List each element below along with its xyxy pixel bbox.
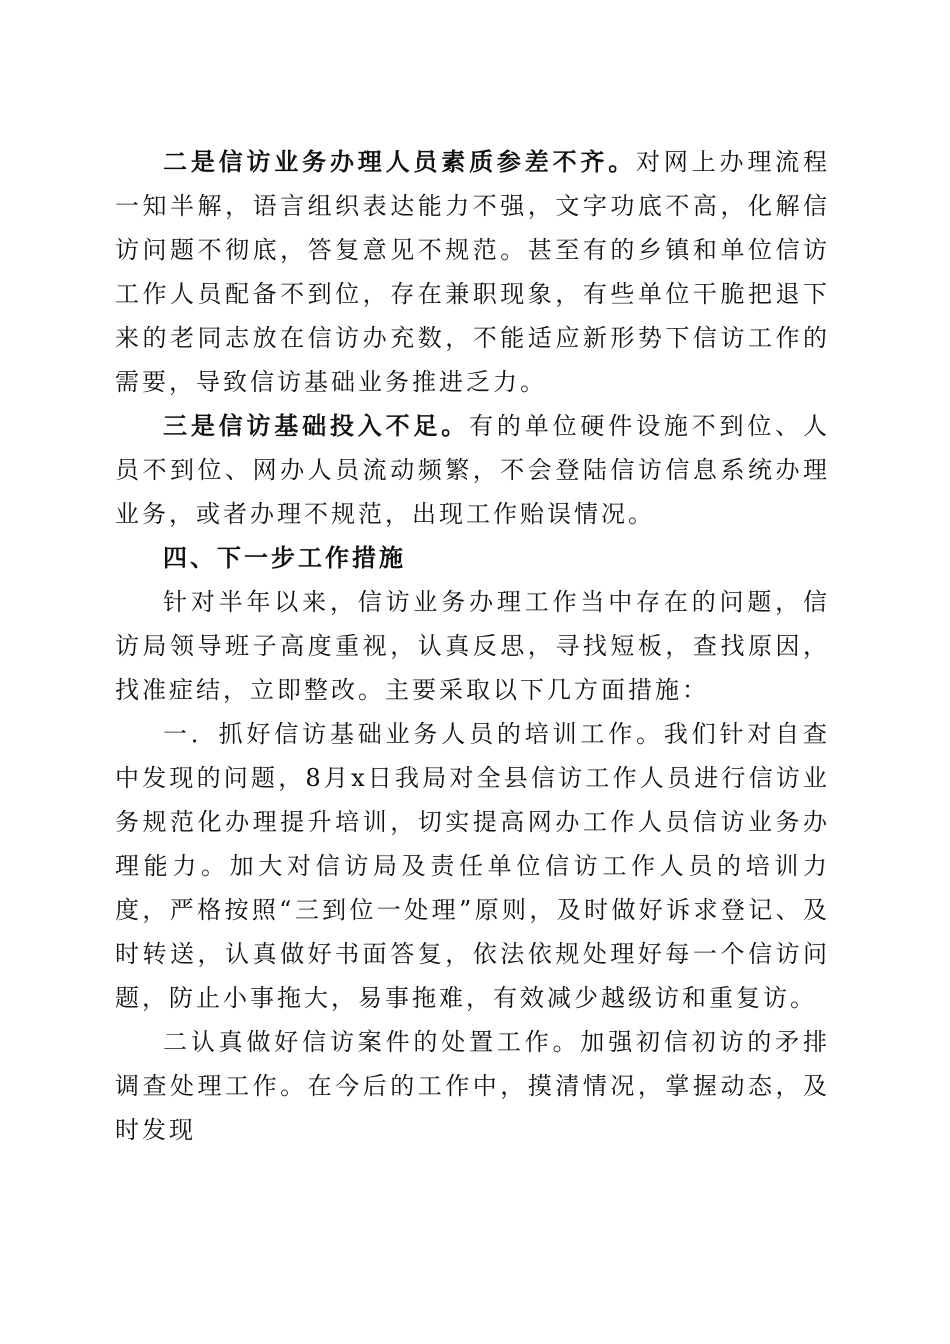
paragraph-text: 有的单位硬件设施不到位、人员不到位、网办人员流动频繁，不会登陆信访信息系统办理业务，或者办理不规范，出现工作贻误情况。 (115, 412, 831, 528)
paragraph-investment (115, 404, 830, 536)
paragraph-lead: 三是信访基础投入不足。 (163, 412, 470, 440)
paragraph-intro: 针对半年以来，信访业务办理工作当中存在的问题，信访局领导班子高度重视，认真反思，寻找短板，查找原因，找准症结，立即整改。主要采取以下几方面措施： (115, 588, 830, 704)
paragraph-case-handling: 二认真做好信访案件的处置工作。加强初信初访的矛排调查处理工作。在今后的工作中，摸清情况，掌握动态，及时发现 (115, 1028, 830, 1144)
paragraph-text: 对网上办理流程一知半解，语言组织表达能力不强，文字功底不高，化解信访问题不彻底，答复意见不规范。甚至有的乡镇和单位信访工作人员配备不到位，存在兼职现象，有些单位干脆把退下来的老同志放在信访办充数，不能适应新形势下信访工作的需要，导致信访基础业务推进乏力。 (115, 148, 831, 396)
paragraph-staff-quality (115, 140, 830, 404)
paragraph-training: 一．抓好信访基础业务人员的培训工作。我们针对自查中发现的问题，8月x日我局对全县信访工作人员进行信访业务规范化办理提升培训，切实提高网办工作人员信访业务办理能力。加大对信访局及责任单位信访工作人员的培训力度，严格按照“三到位一处理”原则，及时做好诉求登记、及时转送，认真做好书面答复，依法依规处理好每一个信访问题，防止小事拖大，易事拖难，有效减少越级访和重复访。 (115, 720, 830, 1012)
section-heading: 四、下一步工作措施 (163, 544, 406, 572)
document-body (115, 140, 830, 1152)
paragraph-lead: 二是信访业务办理人员素质参差不齐。 (163, 148, 637, 176)
